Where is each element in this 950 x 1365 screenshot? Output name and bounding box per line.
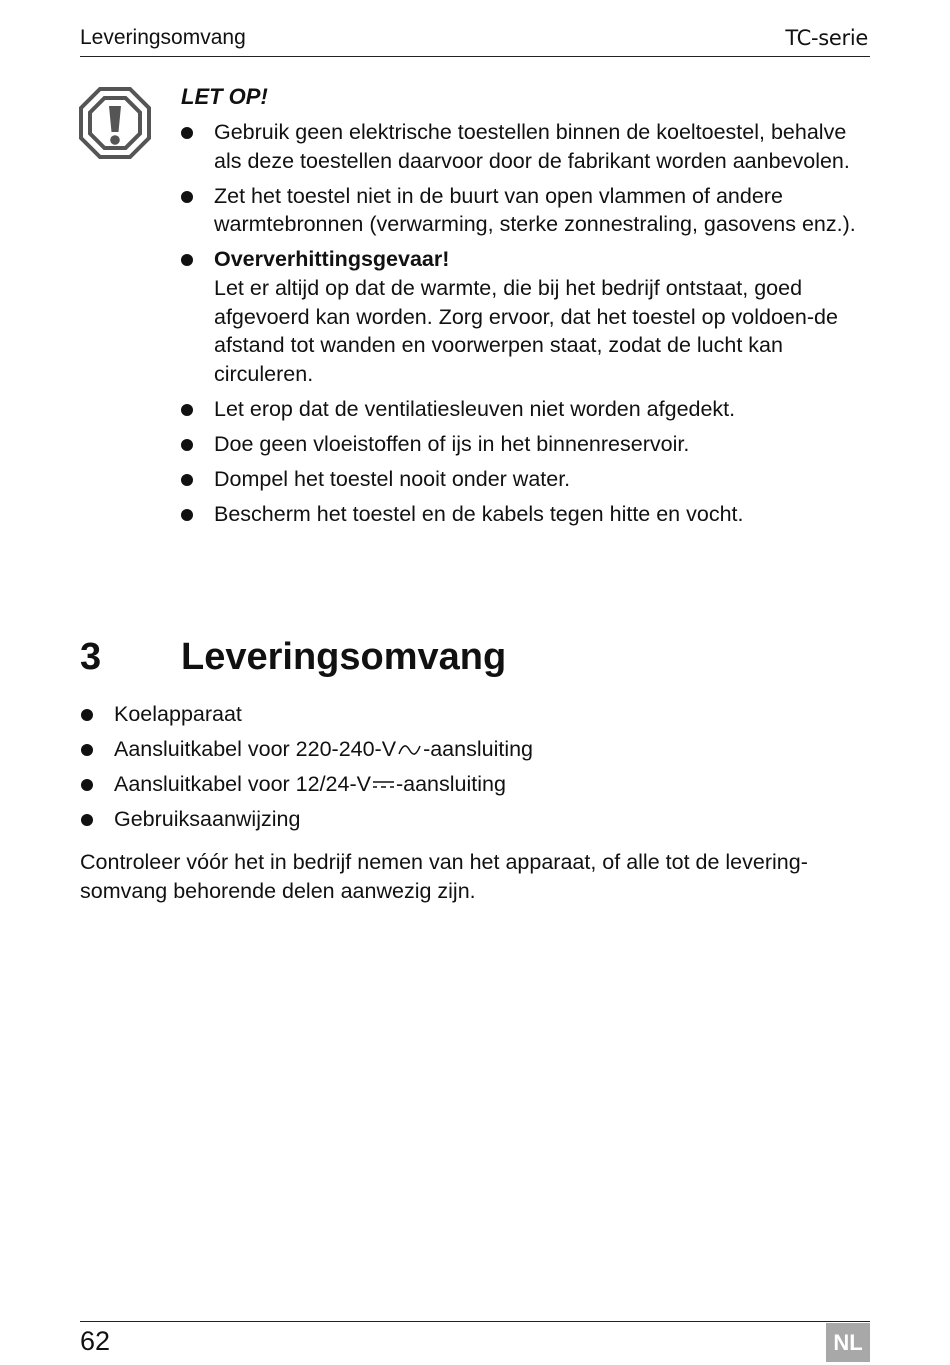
- list-item: [181, 465, 871, 494]
- bullet-dot-icon: [181, 127, 193, 139]
- bullet-dot-icon: [81, 744, 93, 756]
- list-item-text: Dompel het toestel nooit onder water.: [214, 467, 571, 492]
- notice-list: [181, 118, 871, 535]
- list-item: [181, 500, 871, 529]
- language-badge: NL: [826, 1323, 870, 1362]
- list-item: [181, 245, 871, 388]
- list-item: [81, 805, 871, 834]
- bullet-dot-icon: [81, 709, 93, 721]
- bullet-dot-icon: [181, 474, 193, 486]
- list-item: [181, 395, 871, 424]
- list-item-text: Let erop dat de ventilatiesleuven niet worden afgedekt.: [214, 396, 736, 421]
- bullet-dot-icon: [181, 191, 193, 203]
- list-item: [81, 735, 871, 764]
- bullet-dot-icon: [181, 509, 193, 521]
- ac-current-symbol-icon: [398, 743, 421, 757]
- bullet-dot-icon: [81, 779, 93, 791]
- notice-title: LET OP!: [181, 84, 268, 109]
- bullet-dot-icon: [81, 814, 93, 826]
- section-number: 3: [80, 636, 102, 678]
- list-item-text: Aansluitkabel voor 12/24-V: [114, 772, 371, 797]
- list-item-text: Doe geen vloeistoffen of ijs in het binnenreservoir.: [214, 431, 690, 456]
- contents-list: [81, 700, 871, 840]
- bullet-dot-icon: [181, 254, 193, 266]
- closing-paragraph: Controleer vóór het in bedrijf nemen van het apparaat, of alle tot de levering-somvang behorende delen aanwezig zijn.: [80, 850, 808, 903]
- list-item: [181, 430, 871, 459]
- list-item-text: Gebruiksaanwijzing: [114, 807, 301, 832]
- header-series-name: TC-serie: [785, 26, 868, 50]
- list-item-text-suffix: -aansluiting: [395, 772, 506, 797]
- list-item-text: Koelapparaat: [114, 702, 242, 726]
- footer-divider: [80, 1321, 870, 1322]
- list-item-text: Aansluitkabel voor 220-240-V: [114, 737, 397, 762]
- list-item-text: Zet het toestel niet in de buurt van open vlammen of andere warmtebronnen (verwarming, sterke zonnestraling, gasovens enz.).: [214, 183, 856, 237]
- bullet-dot-icon: [181, 404, 193, 416]
- header-section-title: Leveringsomvang: [80, 26, 246, 49]
- overheat-heading: Oververhittingsgevaar!: [214, 247, 450, 272]
- list-item-text-suffix: -aansluiting: [423, 737, 534, 762]
- list-item: [181, 182, 871, 239]
- overheat-text: Let er altijd op dat de warmte, die bij het bedrijf ontstaat, goed afgevoerd kan worden. Zorg ervoor, dat het toestel op voldoen-de afstand tot wanden en voorwerpen staat, zodat de lucht kan circuleren.: [214, 275, 838, 386]
- list-item: [81, 700, 871, 729]
- list-item: [181, 118, 871, 175]
- list-item-text: Gebruik geen elektrische toestellen binnen de koeltoestel, behalve als deze toestellen daarvoor door de fabrikant worden aanbevolen.: [214, 120, 850, 173]
- page-number: 62: [80, 1326, 111, 1356]
- section-title: Leveringsomvang: [181, 636, 507, 678]
- header-divider: [80, 56, 870, 57]
- list-item: [81, 770, 871, 799]
- dc-current-symbol-icon: [372, 779, 395, 791]
- list-item-text: Bescherm het toestel en de kabels tegen hitte en vocht.: [214, 502, 744, 527]
- warning-octagon-icon: [79, 87, 151, 159]
- bullet-dot-icon: [181, 439, 193, 451]
